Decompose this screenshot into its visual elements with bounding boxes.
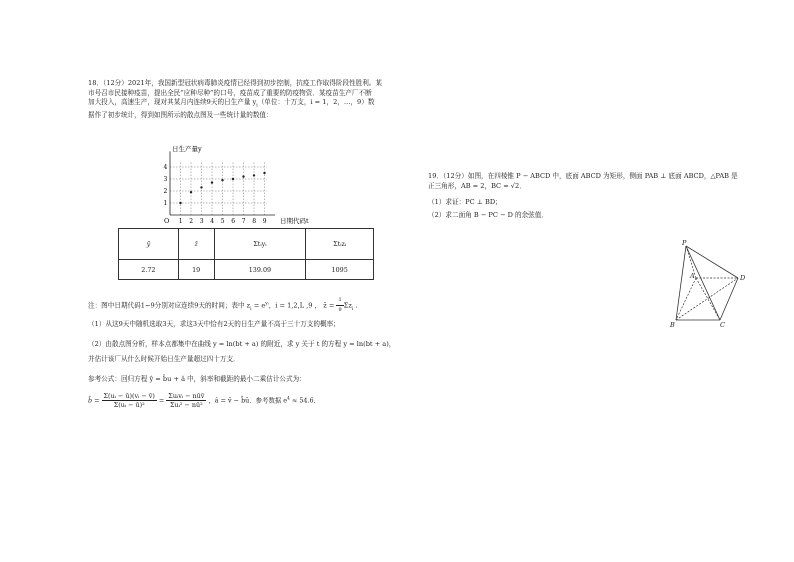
- q19-stem: [428, 172, 758, 191]
- chart-grid: [170, 161, 267, 215]
- table-cell-ybar: 2.72: [119, 260, 179, 280]
- y-tick-label: 3: [163, 176, 168, 183]
- data-point: [200, 186, 202, 188]
- data-point: [211, 181, 213, 183]
- data-point: [190, 191, 192, 193]
- pyramid-hidden-edges: [676, 246, 738, 320]
- q18-note-b: = e: [251, 301, 266, 310]
- table-cell-sum-ty: 139.09: [214, 260, 306, 280]
- q18-reference: 参考公式：回归方程 ŷ = b̂u + â 中，斜率和截距的最小二乘估计公式为：: [88, 375, 306, 383]
- q19-line2: 正三角形，AB = 2，BC = √2．: [428, 181, 526, 190]
- q19-part1: （1）求证：PC ⊥ BD；: [428, 198, 502, 206]
- data-point: [263, 172, 265, 174]
- regression-formula: b̂ = $\frac{\text{Σ(uᵢ − ū)(vᵢ − v̄)}}{\text{Σ(uᵢ − ū)²}}$ = $\frac{\text{Σuᵢvᵢ − nūv̄}}{\text{Σuᵢ² − nū²}}$ ，â = v̄ − b̂ū．参考数据 $e^4 \approx 54.6$．: [88, 392, 320, 409]
- data-point: [232, 178, 234, 180]
- y-tick-label: 1: [163, 200, 168, 207]
- data-point: [179, 202, 181, 204]
- x-tick-label: 4: [210, 218, 215, 225]
- table-cell-zbar: 19: [178, 260, 214, 280]
- q18-stem: 18．（12分）2021年，我国新型冠状病毒肺炎疫情已经得到初步控制，抗疫工作取得阶段性胜利。某 市号召市民接种疫苗，提出全民“应种尽种”的口号，疫苗成了重要的防疫物资．某疫苗生产厂不断 加大投入，高速生产，现对其某月内连续9天的日生产量 $y_i$（单位：十万支，i = 1，2，…，9）数 据作了初步统计，得到如图所示的散点图及一些统计量的数值：: [88, 79, 383, 119]
- formula-frac-2: $\frac{\text{Σuᵢvᵢ − nūv̄}}{\text{Σuᵢ² − nū²}}$: [168, 392, 205, 409]
- table-cell-sum-tz: 1095: [306, 260, 374, 280]
- q18-stem-line2: 市号召市民接种疫苗，提出全民“应种尽种”的口号，疫苗成了重要的防疫物资．某疫苗生产厂不断: [88, 88, 372, 97]
- data-point: [253, 174, 255, 176]
- x-tick-label: 9: [262, 218, 267, 225]
- chart-ticks: [164, 164, 267, 225]
- question-19: [428, 172, 758, 227]
- label-b: B: [670, 321, 675, 329]
- table-header-sum-tz: Σtᵢzᵢ: [306, 229, 374, 260]
- q19-part2: （2）求二面角 B − PC − D 的余弦值．: [428, 210, 548, 219]
- q18-stem-line4: 据作了初步统计，得到如图所示的散点图及一些统计量的数值：: [88, 110, 273, 119]
- pyramid-figure: [668, 238, 748, 330]
- label-a: A: [690, 272, 695, 280]
- y-tick-label: 2: [163, 188, 168, 195]
- q18-stem-line3b: （单位：十万支，i = 1，2，…，9）数: [257, 98, 375, 106]
- chart-origin: O: [164, 217, 170, 225]
- formula-frac-1: $\frac{\text{Σ(uᵢ − ū)(vᵢ − v̄)}}{\text{Σ(uᵢ − ū)²}}$: [103, 392, 155, 409]
- q18-note-d: z̄ =: [323, 301, 337, 310]
- label-p: P: [682, 239, 687, 247]
- note-fraction: $\frac{1}{9}$: [338, 297, 342, 313]
- x-tick-label: 6: [231, 218, 236, 225]
- edge-pc: [686, 246, 720, 320]
- label-c: C: [720, 321, 725, 329]
- q18-part2: （2）由散点图分析，样本点都集中在曲线 y = ln(bt + a) 的附近，求 y 关于 t 的方程 y = ln(bt + a)，: [88, 340, 396, 348]
- table-header-ybar: ȳ: [119, 229, 179, 260]
- x-tick-label: 3: [199, 218, 204, 225]
- q18-stem-line1: 18．（12分）2021年，我国新型冠状病毒肺炎疫情已经得到初步控制，抗疫工作取得阶段性胜利。某: [88, 79, 383, 87]
- q18-stem-line3: 加大投入，高速生产，现对其某月内连续9天的日生产量 y: [88, 98, 257, 106]
- label-d: D: [740, 274, 746, 282]
- q18-part2b: 并估计该厂从什么时候开始日生产量超过四十万支．: [88, 355, 240, 363]
- q18-note: 注：图中日期代码1~9分别对应连续9天的时间；表中 $z_i = e^{yᵢ}$，i = 1,2,L ,9 ， z̄ = $\frac{1}{9}$ $\Sigma z_i$ .: [88, 297, 358, 313]
- table-row: [119, 260, 374, 280]
- formula-exp: 4: [287, 396, 290, 402]
- chart-xlabel: 日期代码t: [280, 217, 309, 225]
- y-tick-label: 4: [163, 164, 168, 171]
- q18-part1: （1）从这9天中随机选取3天，求这3天中恰有2天的日生产量不高于三十万支的概率；: [88, 320, 340, 328]
- table-header-row: [119, 229, 374, 260]
- q18-note-c: ，i = 1,2,L ,9 ，: [268, 301, 322, 310]
- formula-tail: ，â = v̄ − b̂ū．参考数据 e: [208, 396, 288, 405]
- edge-pb: [676, 246, 686, 320]
- q18-note-text: 注：图中日期代码1~9分别对应连续9天的时间；表中 z: [88, 301, 251, 310]
- chart-ylabel: 日生产量y: [172, 145, 202, 153]
- question-18: [88, 79, 400, 125]
- formula-val: ≈ 54.6．: [289, 396, 320, 405]
- data-point: [221, 179, 223, 181]
- x-tick-label: 5: [220, 218, 225, 225]
- table-header-zbar: z̄: [178, 229, 214, 260]
- data-point: [242, 175, 244, 177]
- table-header-sum-ty: Σtᵢyᵢ: [214, 229, 306, 260]
- stats-table: [118, 228, 374, 280]
- x-tick-label: 7: [241, 218, 246, 225]
- q19-line1: 19．（12分）如图，在四棱锥 P − ABCD 中，底面 ABCD 为矩形，侧面 PAB ⊥ 底面 ABCD，△PAB 是: [428, 172, 738, 180]
- q18-note-e: z: [348, 301, 352, 310]
- x-tick-label: 2: [189, 218, 194, 225]
- pyramid-edges: [676, 246, 738, 320]
- x-tick-label: 8: [252, 218, 257, 225]
- scatter-chart: [160, 143, 330, 227]
- edge-ac: [696, 278, 720, 320]
- x-tick-label: 1: [178, 218, 183, 225]
